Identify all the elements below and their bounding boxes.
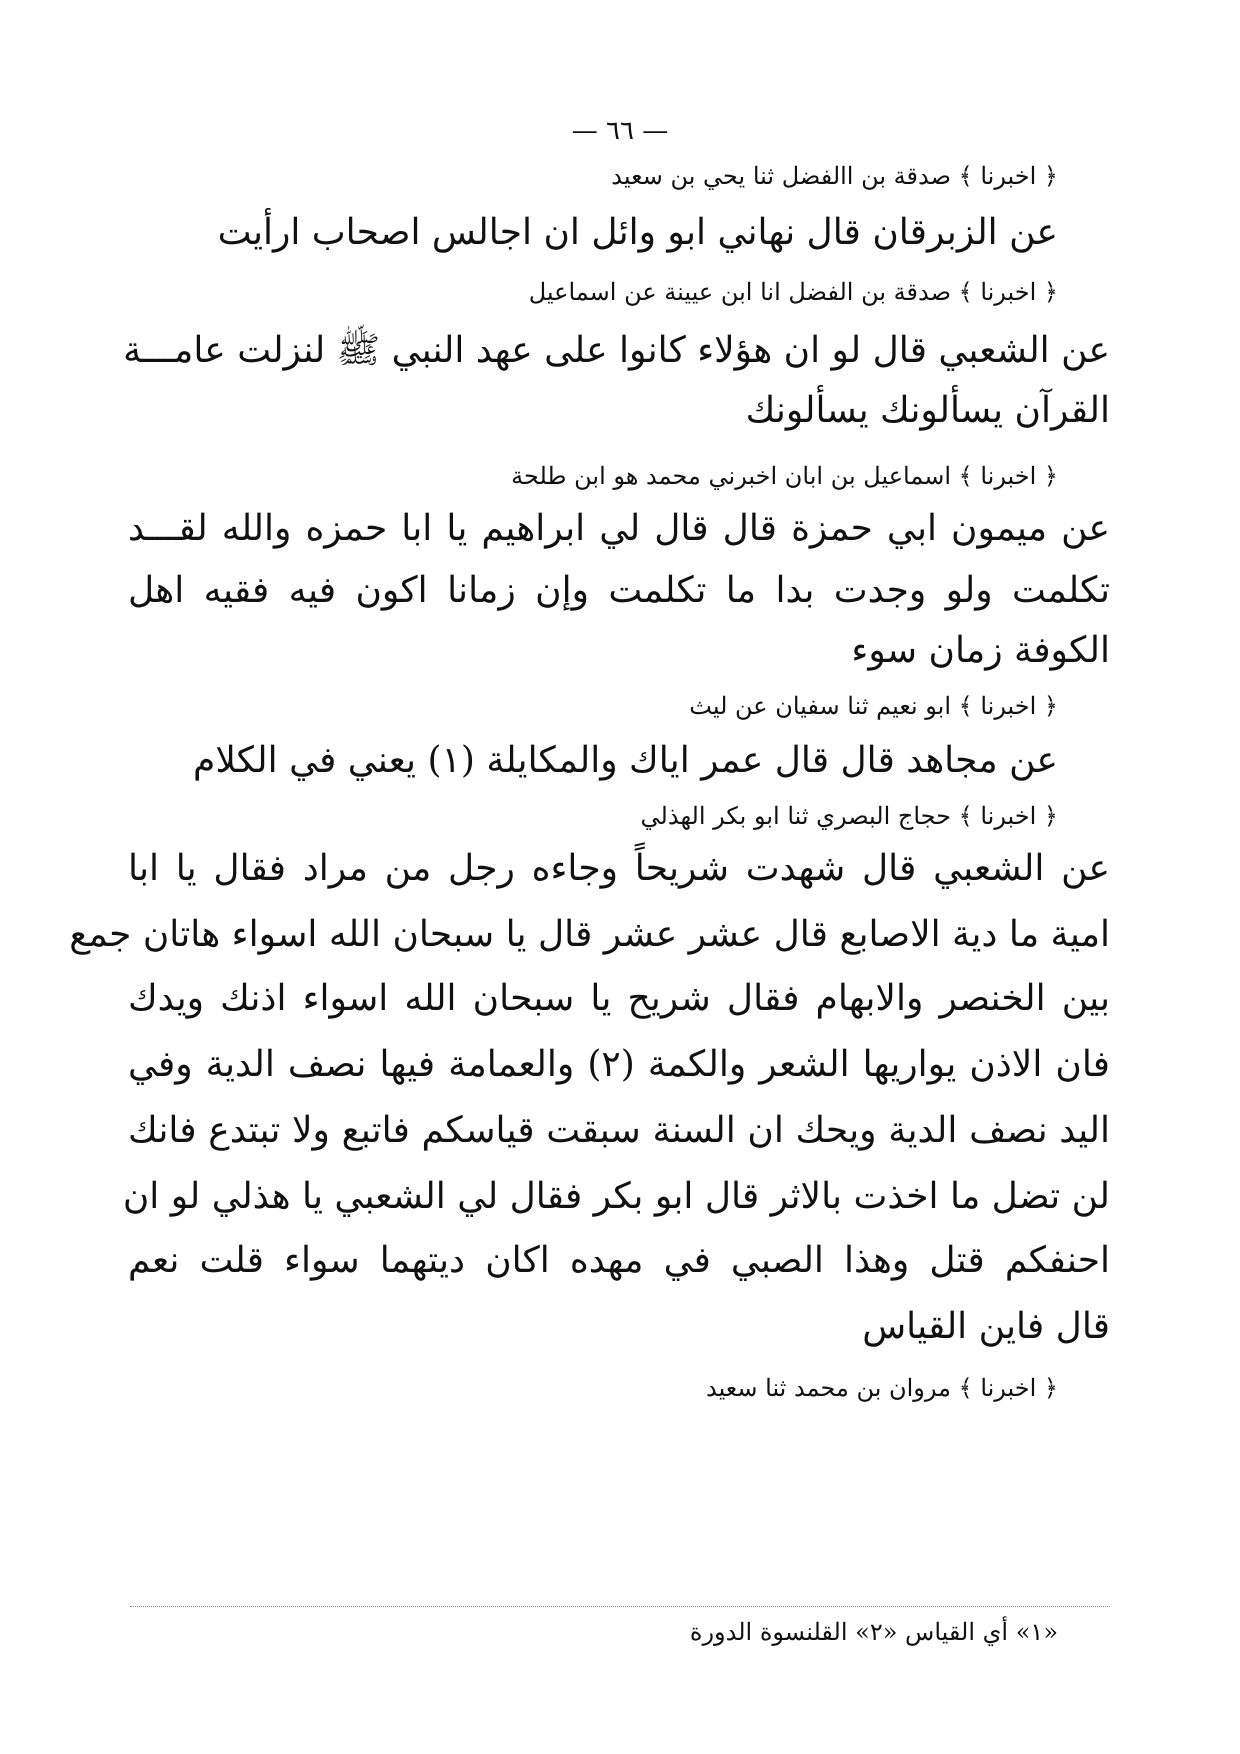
text-line-11: فان الاذن يواريها الشعر والكمة (٢) والعمامة فيها نصف الدية وفي xyxy=(128,1044,1110,1085)
isnad-line-5: ﴿ اخبرنا ﴾ حجاج البصري ثنا ابو بكر الهذلي xyxy=(640,802,1058,830)
text-line-1: عن الزبرقان قال نهاني ابو وائل ان اجالس اصحاب ارأيت xyxy=(217,212,1058,253)
text-line-13: لن تضل ما اخذت بالاثر قال ابو بكر فقال لي الشعبي يا هذلي لو ان xyxy=(122,1176,1110,1217)
text-line-8: عن الشعبي قال شهدت شريحاً وجاءه رجل من مراد فقال يا ابا xyxy=(128,848,1110,889)
text-line-12: اليد نصف الدية ويحك ان السنة سبقت قياسكم فاتبع ولا تبتدع فانك xyxy=(128,1110,1110,1151)
text-line-15: قال فاين القياس xyxy=(862,1306,1110,1347)
isnad-line-3: ﴿ اخبرنا ﴾ اسماعيل بن ابان اخبرني محمد هو ابن طلحة xyxy=(511,462,1058,490)
text-line-3: القرآن يسألونك يسألونك xyxy=(745,390,1110,431)
text-line-6: الكوفة زمان سوء xyxy=(851,630,1110,671)
page-number: — ٦٦ — xyxy=(571,116,669,146)
isnad-line-1: ﴿ اخبرنا ﴾ صدقة بن االفضل ثنا يحي بن سعيد xyxy=(611,162,1058,190)
footnote: «١» أي القياس «٢» القلنسوة الدورة xyxy=(689,1618,1058,1646)
footnote-divider xyxy=(130,1606,1110,1607)
text-line-5: تكلمت ولو وجدت بدا ما تكلمت وإن زمانا اكون فيه فقيه اهل xyxy=(128,570,1110,611)
text-line-4: عن ميمون ابي حمزة قال قال لي ابراهيم يا ابا حمزه والله لقـــد xyxy=(128,508,1110,549)
isnad-line-2: ﴿ اخبرنا ﴾ صدقة بن الفضل انا ابن عيينة عن اسماعيل xyxy=(528,278,1058,306)
isnad-line-4: ﴿ اخبرنا ﴾ ابو نعيم ثنا سفيان عن ليث xyxy=(689,692,1058,720)
isnad-line-6: ﴿ اخبرنا ﴾ مروان بن محمد ثنا سعيد xyxy=(705,1374,1058,1402)
text-line-14: احنفكم قتل وهذا الصبي في مهده اكان ديتهما سواء قلت نعم xyxy=(128,1240,1110,1281)
text-line-7: عن مجاهد قال قال عمر اياك والمكايلة (١) يعني في الكلام xyxy=(193,740,1058,781)
text-line-9: امية ما دية الاصابع قال عشر عشر قال يا سبحان الله اسواء هاتان جمع xyxy=(69,914,1110,955)
text-line-2: عن الشعبي قال لو ان هؤلاء كانوا على عهد النبي ﷺ لنزلت عامـــة xyxy=(123,330,1110,371)
text-line-10: بين الخنصر والابهام فقال شريح يا سبحان الله اسواء اذنك ويدك xyxy=(128,978,1110,1019)
